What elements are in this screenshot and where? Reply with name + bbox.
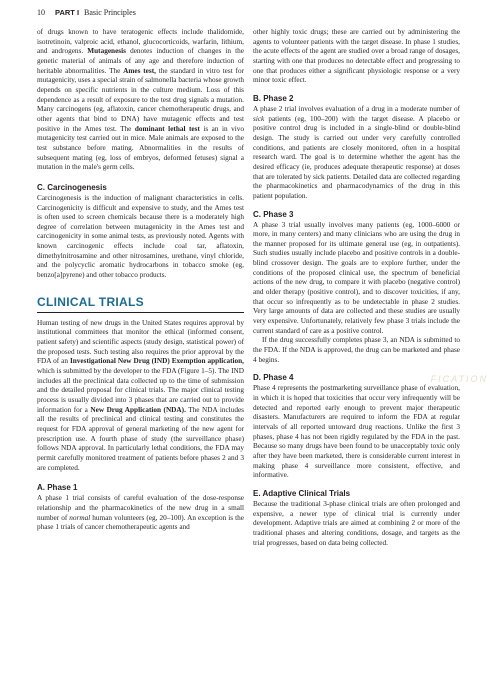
adaptive-trials-heading: E. Adaptive Clinical Trials <box>253 488 351 498</box>
text-run: Human testing of new drugs in the United States requires approval by institutional committees that monitor the ethical (informed consent, patient safety) and scientific aspects (study design, statistical power) of the proposed tests. Such testing also requires the prior approval by the FDA of an <box>37 318 244 366</box>
page-number: 10 <box>37 8 45 17</box>
phase4-heading: D. Phase 4 <box>253 373 294 383</box>
heading-rule <box>37 312 244 313</box>
text-run: Investigational New Drug (IND) Exemption application, <box>69 357 244 366</box>
right-column <box>253 28 460 548</box>
text-run: Phase 4 represents the postmarketing surveillance phase of evaluation, in which it is hoped that toxicities that occur very infrequently will be detected and reported early enough to prevent major therapeutic disasters. Manufacturers are required to inform the FDA at regular intervals of all reported untoward drug reactions. Unlike the first 3 phases, phase 4 has not been rigidly regulated by the FDA in the past. Because so many drugs have been found to be unacceptably toxic only after they have been marketed, there is considerable current interest in making phase 4 surveillance more consistent, effective, and informative. <box>253 384 460 480</box>
phase1-heading: A. Phase 1 <box>37 483 78 493</box>
clinical-trials-paragraph <box>37 319 244 474</box>
text-run: is an in vivo mutagenicity test carried out in mice. Male animals are exposed to the test substance before mating. Abnormalities in the results of subsequent mating (eg, loss of embryos, deformed fetuses) signal a mutation in the male's germ cells. <box>37 124 244 172</box>
text-run: sick <box>253 114 265 123</box>
part-label: PART I <box>55 8 80 17</box>
carcinogenesis-paragraph <box>37 194 244 281</box>
text-run: human volunteers (eg, 20–100). An exception is the phase 1 trials of cancer chemotherapeutic agents and <box>37 513 244 532</box>
phase4-paragraph <box>253 384 460 481</box>
text-run: denotes induction of changes in the genetic material of animals of any age and therefore induction of heritable abnormalities. The <box>37 47 245 75</box>
mutagenesis-paragraph <box>37 28 244 173</box>
text-run: Mutagenesis <box>87 47 126 56</box>
text-run: If the drug successfully completes phase 3, an NDA is submitted to the FDA. If the NDA is approved, the drug can be marketed and phase 4 begins. <box>253 336 460 364</box>
text-run: which is submitted by the developer to the FDA (Figure 1–5). The IND includes all the preclinical data collected up to the time of submission and the detailed proposal for clinical trials. The major clinical testing process is usually divided into 3 phases that are carried out to provide information for a <box>37 367 244 414</box>
text-run: of drugs known to have teratogenic effects include thalidomide, isotretinoin, valproic acid, ethanol, glucocorticoids, warfarin, lithium, and androgens. <box>37 28 244 56</box>
text-run: normal <box>69 513 91 522</box>
phase1-continued-paragraph <box>253 28 460 86</box>
text-run: other highly toxic drugs; these are carried out by administering the agents to volunteer patients with the target disease. In phase 1 studies, the acute effects of the agent are studied over a broad range of dosages, starting with one that produces no detectable effect and progressing to one that produces either a significant physiologic response or a very minor toxic effect. <box>253 28 460 85</box>
clinical-trials-heading: CLINICAL TRIALS <box>37 294 144 309</box>
text-run: The NDA includes all the results of preclinical and clinical testing and constitutes the request for FDA approval of general marketing of the new agent for prescription use. A fourth phase of study (the surveillance phase) follows NDA approval. In particularly lethal conditions, the FDA may permit carefully monitored treatment of patients before phases 2 and 3 are completed. <box>37 405 244 472</box>
text-run: Because the traditional 3-phase clinical trials are often prolonged and expensive, a newer type of clinical trial is currently under development. Adaptive trials are aimed at combining 2 or more of the traditional phases and altering conditions, dosage, and targets as the trial progresses, based on data being collected. <box>253 499 460 547</box>
phase1-paragraph <box>37 494 244 533</box>
phase3-heading: C. Phase 3 <box>253 209 294 219</box>
phase3-paragraph <box>253 221 460 337</box>
text-run: Ames test, <box>123 66 156 75</box>
text-run: dominant lethal test <box>134 124 200 133</box>
left-column <box>37 28 244 533</box>
text-run: A phase 3 trial usually involves many patients (eg, 1000–6000 or more, in many centers) and many clinicians who are using the drug in the manner proposed for its ultimate general use (eg, in outpatients). Such studies usually include placebo and positive controls in a double-blind crossover design. The goals are to explore further, under the conditions of the proposed clinical use, the spectrum of beneficial actions of the new drug, to compare it with placebo (negative control) and older therapy (positive control), and to discover toxicities, if any, that occur so infrequently as to be undetectable in phase 2 studies. Very large amounts of data are collected and these studies are usually very expensive. Unfortunately, relatively few phase 3 trials include the current standard of care as a positive control. <box>253 220 460 335</box>
text-run: New Drug Application (NDA). <box>90 405 186 414</box>
carcinogenesis-heading: C. Carcinogenesis <box>37 182 107 192</box>
phase2-paragraph <box>253 105 460 202</box>
adaptive-trials-paragraph <box>253 500 460 548</box>
text-run: Carcinogenesis is the induction of malignant characteristics in cells. Carcinogenicity is difficult and expensive to study, and the Ames test is often used to screen chemicals because there is a moderately high degree of correlation between mutagenicity in the Ames test and carcinogenicity in some animal tests, as previously noted. Agents with known carcinogenic effects include coal tar, aflatoxin, dimethylnitrosamine and other nitrosamines, urethane, vinyl chloride, and the polycyclic aromatic hydrocarbons in tobacco smoke (eg, benzo[a]pyrene) and other tobacco products. <box>37 193 244 280</box>
text-run: A phase 2 trial involves evaluation of a drug in a moderate number of <box>253 104 460 113</box>
text-run: the standard in vitro test for mutagenicity, uses a special strain of salmonella bacteria whose growth depends on specific nutrients in the culture medium. Loss of this dependence as a result of exposure to the test drug signals a mutation. Many carcinogens (eg, aflatoxin, cancer chemotherapeutic drugs, and other agents that bind to DNA) have mutagenic effects and test positive in the Ames test. The <box>37 66 244 133</box>
watermark-text: FICATION <box>430 374 488 384</box>
page-header <box>37 8 470 18</box>
text-run: patients (eg, 100–200) with the target disease. A placebo or positive control drug is included in a single-blind or double-blind design. The study is carried out under very carefully controlled conditions, and patients are closely monitored, often in a hospital research ward. The goal is to determine whether the agent has the desired efficacy (ie, produces adequate therapeutic response) at doses that are tolerated by sick patients. Detailed data are collected regarding the pharmacokinetics and pharmacodynamics of the drug in this patient population. <box>253 114 460 200</box>
text-run: A phase 1 trial consists of careful evaluation of the dose-response relationship and the pharmacokinetics of the new drug in a small number of <box>37 494 244 522</box>
phase3-followup-paragraph <box>253 336 460 365</box>
section-label: Basic Principles <box>84 8 136 17</box>
phase2-heading: B. Phase 2 <box>253 93 294 103</box>
